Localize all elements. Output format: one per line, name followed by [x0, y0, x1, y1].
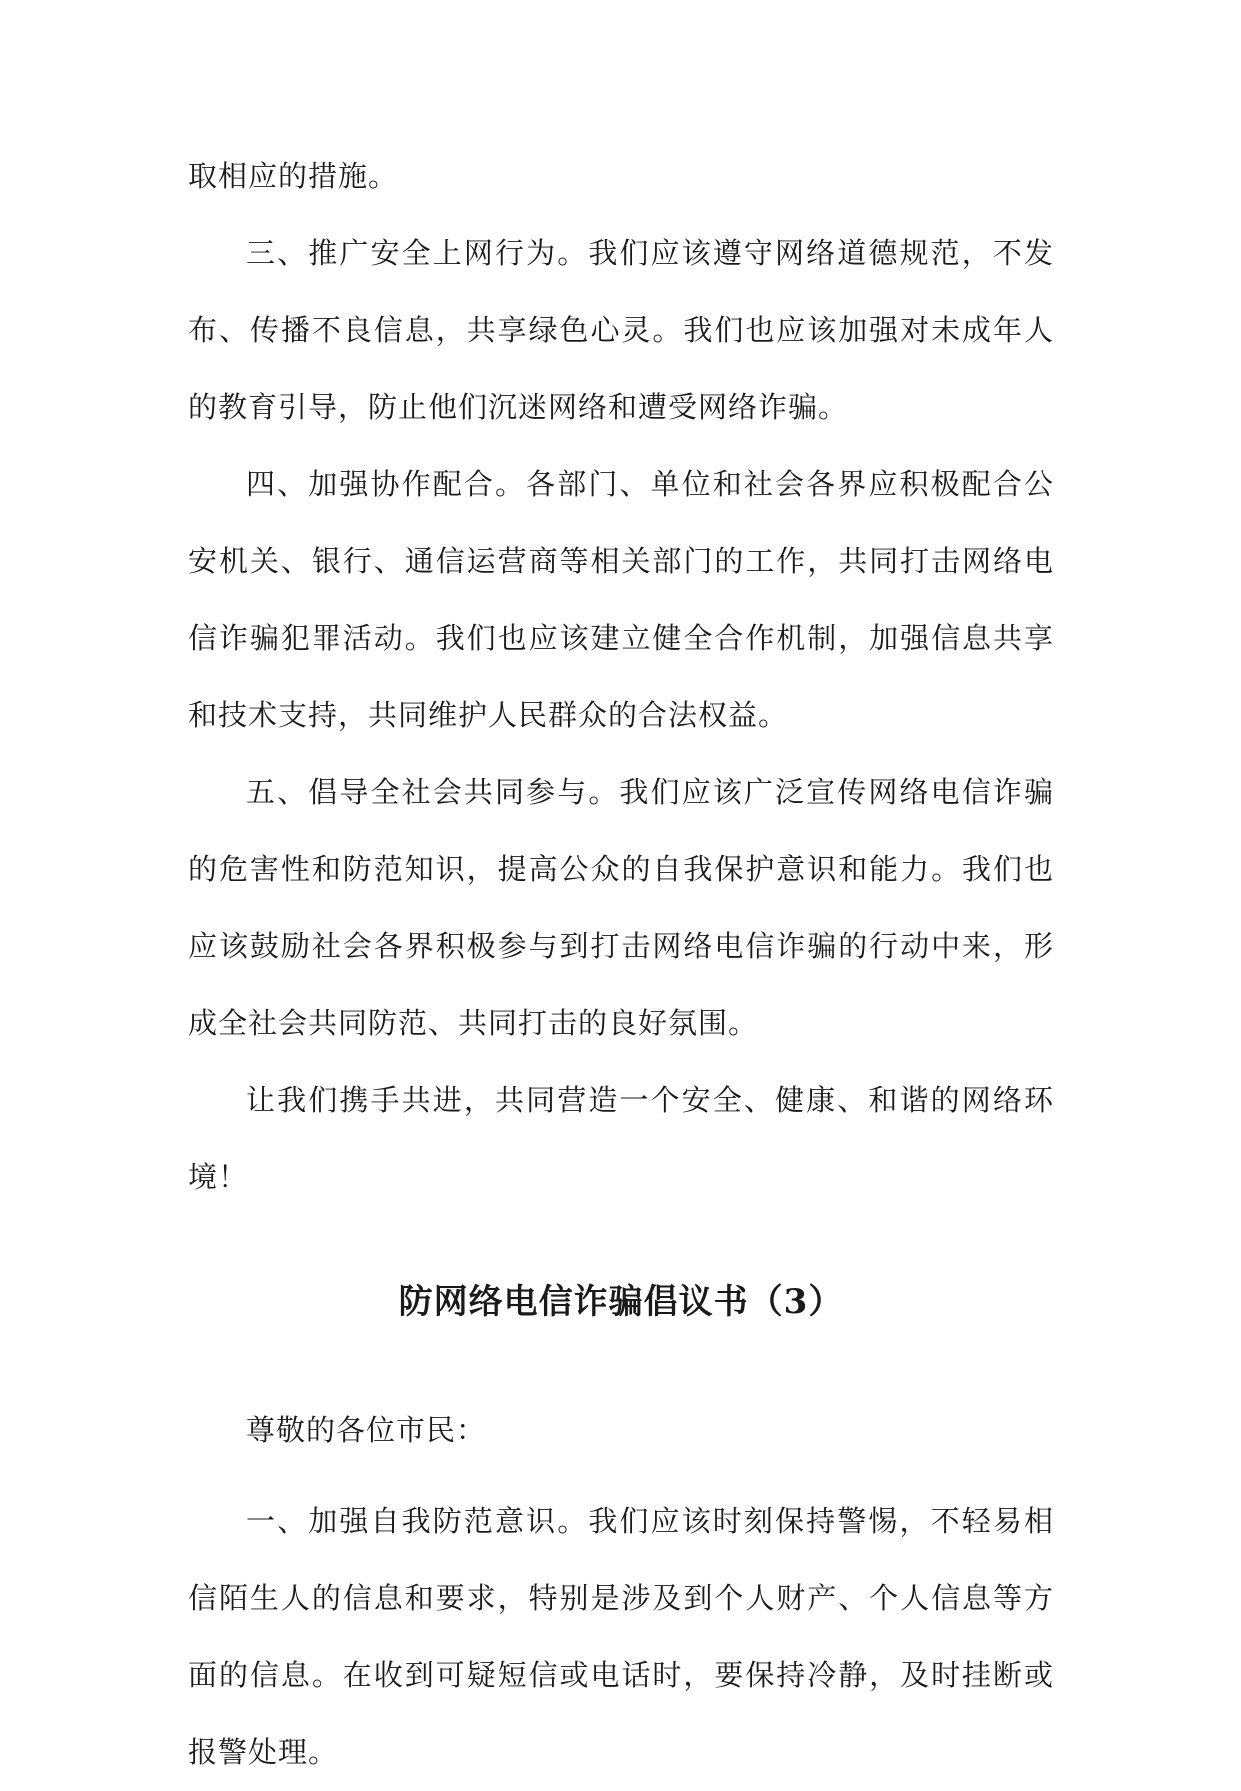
paragraph-item-1: 一、加强自我防范意识。我们应该时刻保持警惕，不轻易相信陌生人的信息和要求，特别是涉及到个人财产、个人信息等方面的信息。在收到可疑短信或电话时，要保持冷静，及时挂断或报警处理。: [188, 1504, 1054, 1769]
document-body: [188, 138, 1054, 1791]
greeting: 尊敬的各位市民：: [246, 1413, 487, 1447]
paragraph-item-3: 三、推广安全上网行为。我们应该遵守网络道德规范，不发布、传播不良信息，共享绿色心灵。我们也应该加强对未成年人的教育引导，防止他们沉迷网络和遭受网络诈骗。: [188, 236, 1054, 424]
paragraph-closing: 让我们携手共进，共同营造一个安全、健康、和谐的网络环境！: [188, 1083, 1054, 1194]
paragraph-item-5: 五、倡导全社会共同参与。我们应该广泛宣传网络电信诈骗的危害性和防范知识，提高公众的自我保护意识和能力。我们也应该鼓励社会各界积极参与到打击网络电信诈骗的行动中来，形成全社会共同防范、共同打击的良好氛围。: [188, 775, 1054, 1040]
paragraph-continuation: 取相应的措施。: [188, 159, 399, 193]
paragraph-item-4: 四、加强协作配合。各部门、单位和社会各界应积极配合公安机关、银行、通信运营商等相关部门的工作，共同打击网络电信诈骗犯罪活动。我们也应该建立健全合作机制，加强信息共享和技术支持，共同维护人民群众的合法权益。: [188, 467, 1054, 732]
section-title: 防网络电信诈骗倡议书（3）: [398, 1282, 844, 1322]
